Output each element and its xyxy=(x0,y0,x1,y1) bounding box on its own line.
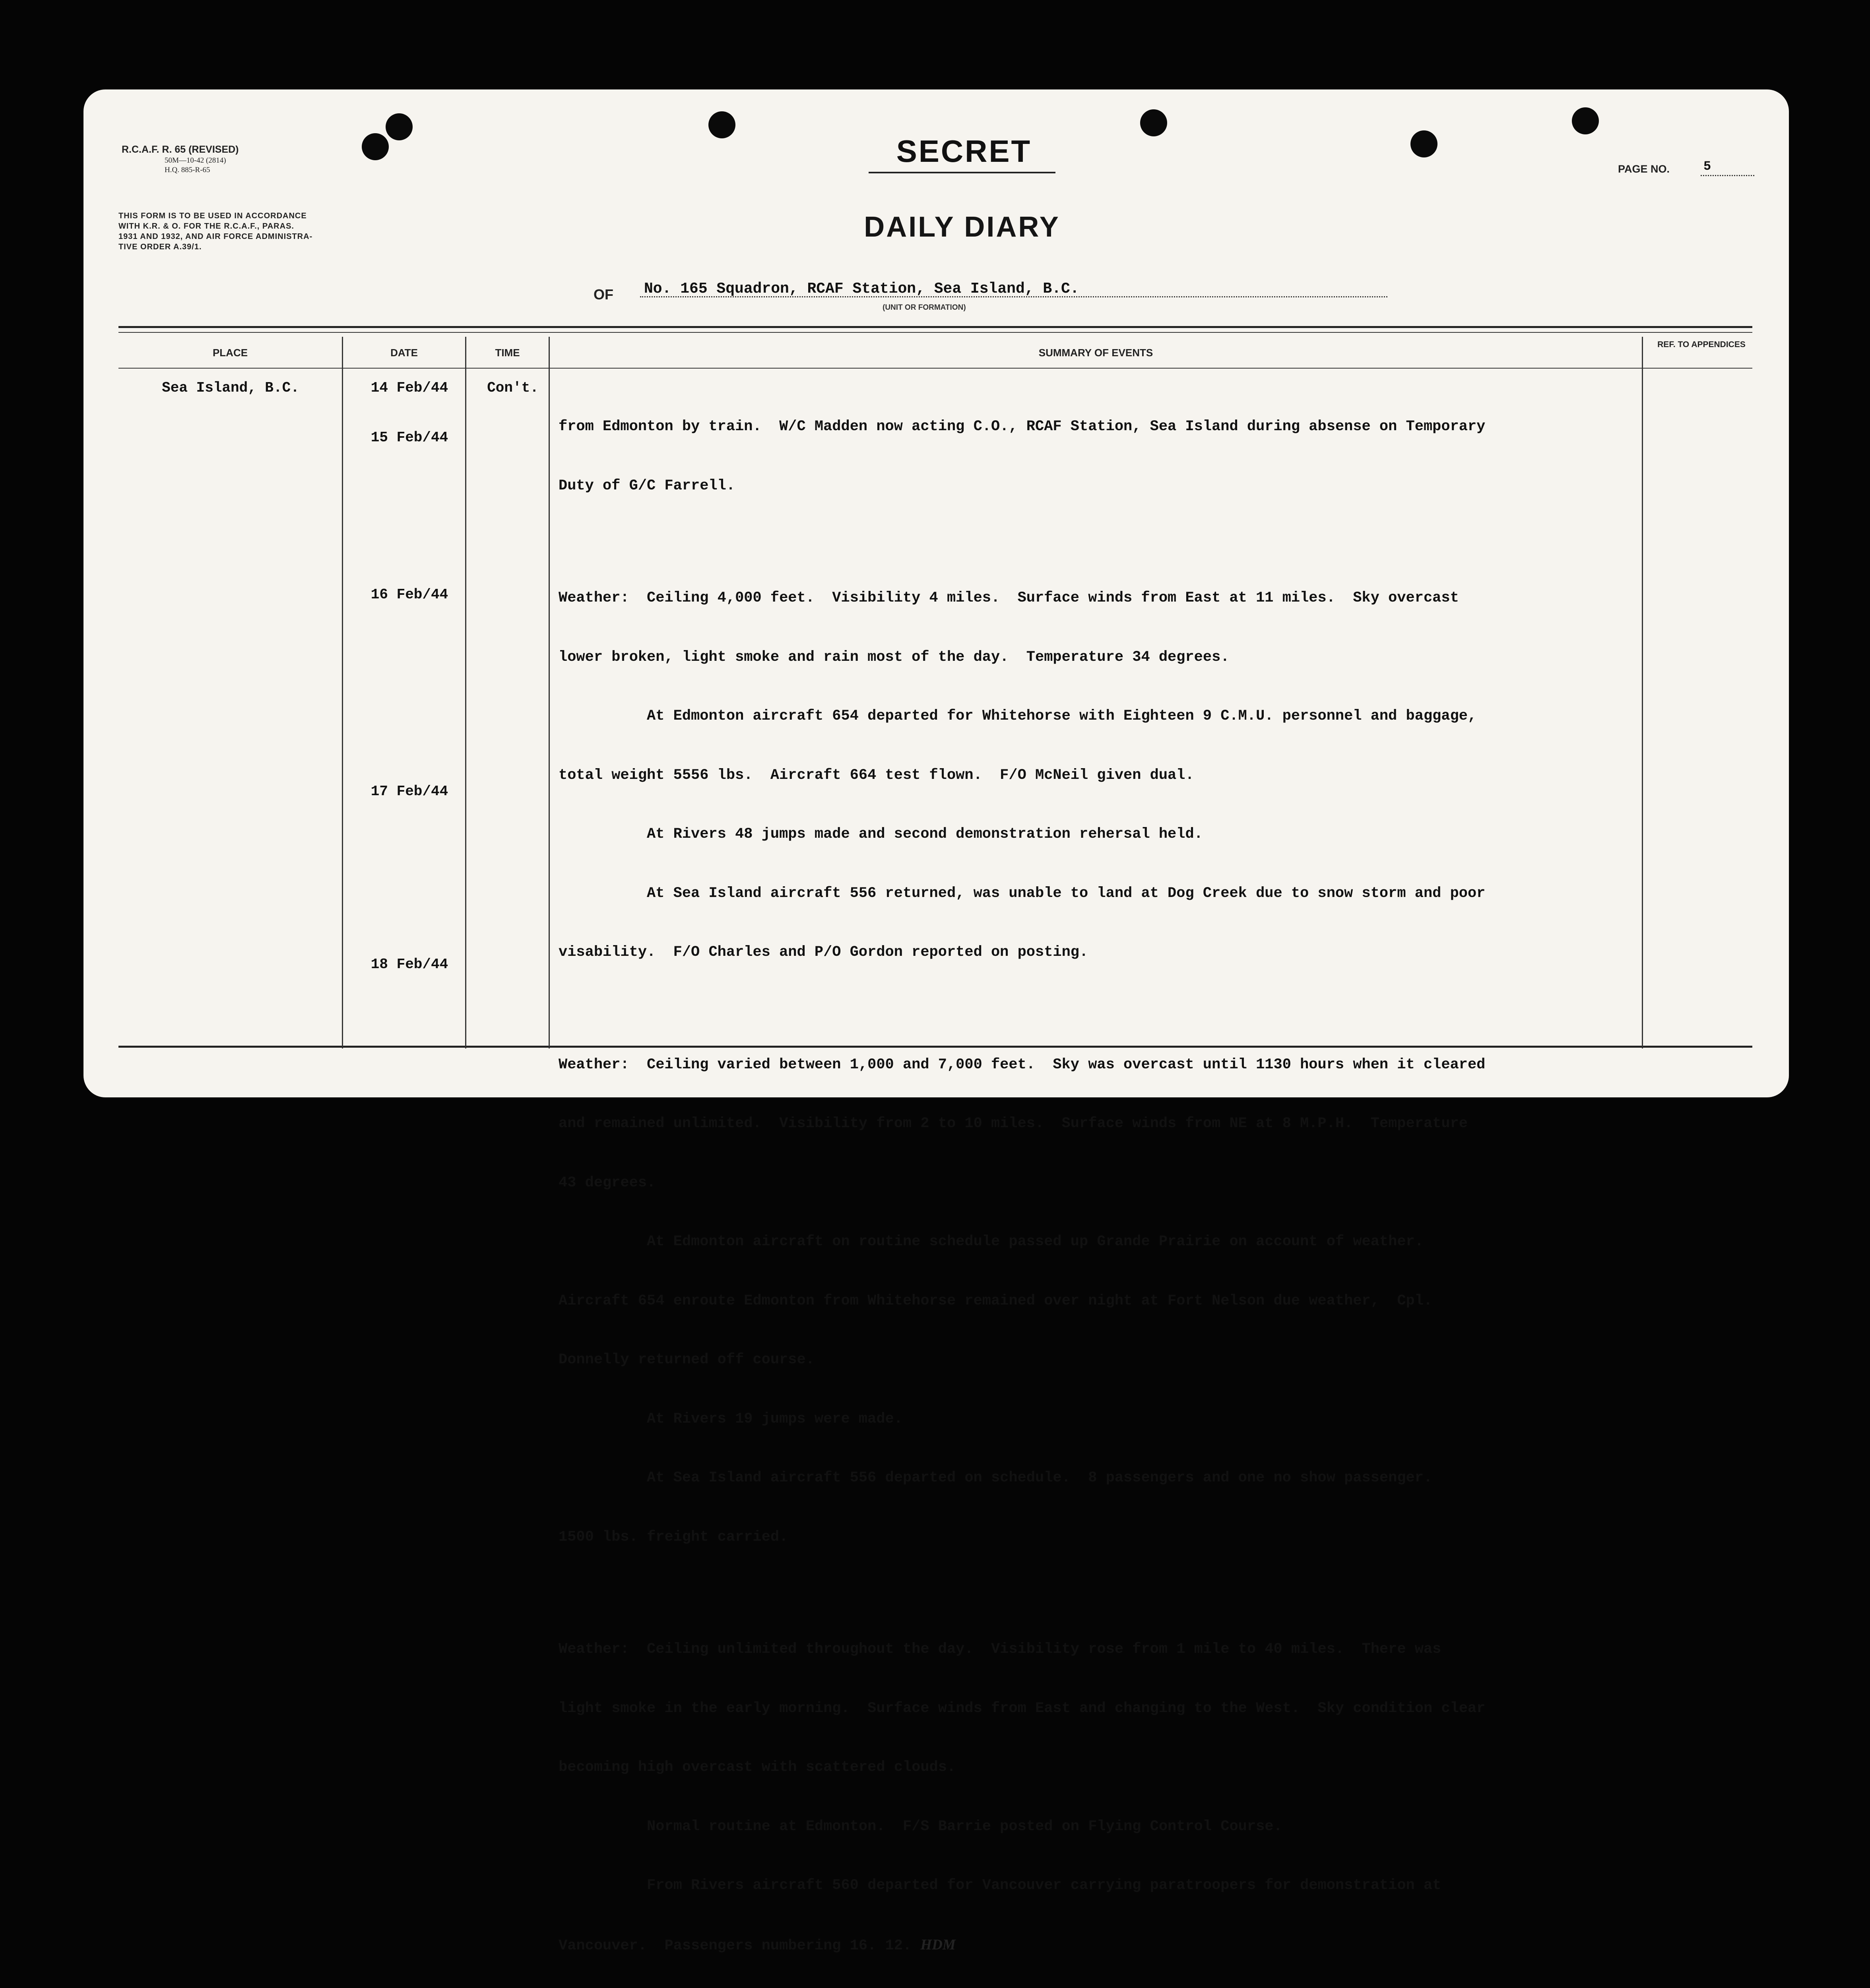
column-header-date: DATE xyxy=(390,347,418,359)
page-number-label: PAGE NO. xyxy=(1618,163,1670,175)
entry-line: from Edmonton by train. W/C Madden now acting C.O., RCAF Station, Sea Island during absense on Temporary xyxy=(559,418,1486,435)
entry-line: At Rivers 48 jumps made and second demonstration rehersal held. xyxy=(559,826,1203,843)
entry-line: total weight 5556 lbs. Aircraft 664 test flown. F/O McNeil given dual. xyxy=(559,767,1194,784)
classification-heading: SECRET xyxy=(896,134,1032,169)
date-cell: 16 Feb/44 xyxy=(371,586,448,603)
table-top-rule xyxy=(118,332,1752,333)
form-id-line: R.C.A.F. R. 65 (REVISED) xyxy=(122,144,239,155)
diary-entry xyxy=(559,1600,1648,1988)
entry-line: At Edmonton aircraft on routine schedule passed up Grande Prairie on account of weather. xyxy=(559,1233,1424,1250)
date-cell: 17 Feb/44 xyxy=(371,783,448,800)
date-cell: 15 Feb/44 xyxy=(371,429,448,446)
entry-line: 1500 lbs. freight carried. xyxy=(559,1528,788,1545)
entry-line: lower broken, light smoke and rain most of the day. Temperature 34 degrees. xyxy=(559,648,1230,666)
column-header-place: PLACE xyxy=(212,347,248,359)
entry-line: Weather: Ceiling unlimited throughout the day. Visibility rose from 1 mile to 40 miles. There was xyxy=(559,1641,1441,1658)
date-cell: 14 Feb/44 xyxy=(371,380,448,396)
entry-line: From Rivers aircraft 560 departed for Vancouver carrying paratroopers for demonstration at xyxy=(559,1877,1441,1894)
summary-of-events xyxy=(559,378,1648,1988)
form-identifier xyxy=(122,143,239,175)
column-header-summary: SUMMARY OF EVENTS xyxy=(1038,347,1153,359)
time-cell: Con't. xyxy=(487,380,539,396)
page-number-value: 5 xyxy=(1703,159,1711,174)
entry-line: Weather: Ceiling 4,000 feet. Visibility 4 miles. Surface winds from East at 11 miles. Sky overcast xyxy=(559,590,1459,606)
unit-name: No. 165 Squadron, RCAF Station, Sea Island, B.C. xyxy=(644,280,1079,297)
entry-line: and remained unlimited. Visibility from 2 to 10 miles. Surface winds from NE at 8 M.P.H. Temperature xyxy=(559,1115,1468,1132)
unit-caption: (UNIT OR FORMATION) xyxy=(883,303,966,312)
entry-line: Donnelly returned off course. xyxy=(559,1351,815,1368)
entry-line: becoming high overcast with scattered clouds. xyxy=(559,1759,956,1776)
place-cell: Sea Island, B.C. xyxy=(162,380,299,396)
entry-line: At Rivers 19 jumps were made. xyxy=(559,1410,903,1427)
diary-sheet xyxy=(83,89,1789,1954)
entry-line: Weather: Ceiling varied between 1,000 and 7,000 feet. Sky was overcast until 1130 hours when it cleared xyxy=(559,1056,1486,1073)
binder-hole xyxy=(708,111,735,138)
handwritten-initials: HDM xyxy=(920,1936,956,1953)
date-cell: 18 Feb/44 xyxy=(371,956,448,973)
table-top-rule xyxy=(118,326,1752,328)
diary-entry xyxy=(559,549,1648,1002)
entry-line: At Edmonton aircraft 654 departed for Whitehorse with Eighteen 9 C.M.U. personnel and baggage, xyxy=(559,708,1477,724)
entry-line: Vancouver. Passengers numbering 16. 12. xyxy=(559,1937,912,1954)
form-notice: THIS FORM IS TO BE USED IN ACCORDANCE WITH K.R. & O. FOR THE R.C.A.F., PARAS. 1931 AND 1932, AND AIR FORCE ADMINISTRA- TIVE ORDER A.39/1. xyxy=(118,212,313,251)
entry-line: At Sea Island aircraft 556 departed on schedule. 8 passengers and one no show passenger. xyxy=(559,1470,1433,1486)
binder-hole xyxy=(1140,109,1167,136)
binder-hole xyxy=(1410,130,1437,157)
form-id-line: H.Q. 885-R-65 xyxy=(165,166,210,174)
column-header-time: TIME xyxy=(495,347,520,359)
column-divider xyxy=(342,337,343,1048)
entry-line: visability. F/O Charles and P/O Gordon reported on posting. xyxy=(559,944,1088,961)
diary-entry xyxy=(559,378,1648,535)
entry-line: Aircraft 654 enroute Edmonton from Whitehorse remained over night at Fort Nelson due weather, Cpl. xyxy=(559,1292,1433,1309)
form-id-line: 50M—10-42 (2814) xyxy=(165,156,226,165)
binder-hole xyxy=(386,113,413,140)
classification-underline xyxy=(869,172,1055,173)
entry-line: light smoke in the early morning. Surface winds from East and changing to the West. Sky condition clear xyxy=(559,1700,1486,1717)
column-header-appendices: REF. TO APPENDICES xyxy=(1657,340,1746,349)
entry-line: Duty of G/C Farrell. xyxy=(559,477,735,494)
entry-line: At Sea Island aircraft 556 returned, was unable to land at Dog Creek due to snow storm and poor xyxy=(559,885,1486,902)
binder-hole xyxy=(1572,107,1599,134)
entry-line: 43 degrees. xyxy=(559,1174,656,1191)
of-label: OF xyxy=(594,286,613,303)
diary-entry xyxy=(559,1016,1648,1587)
page-title: DAILY DIARY xyxy=(864,211,1060,243)
column-divider xyxy=(549,337,550,1048)
header-bottom-rule xyxy=(118,368,1752,369)
page-number-line xyxy=(1701,175,1754,176)
binder-hole xyxy=(362,133,389,160)
entry-line: Normal routine at Edmonton. F/S Barrie posted on Flying Control Course. xyxy=(559,1818,1282,1835)
column-divider xyxy=(465,337,466,1048)
